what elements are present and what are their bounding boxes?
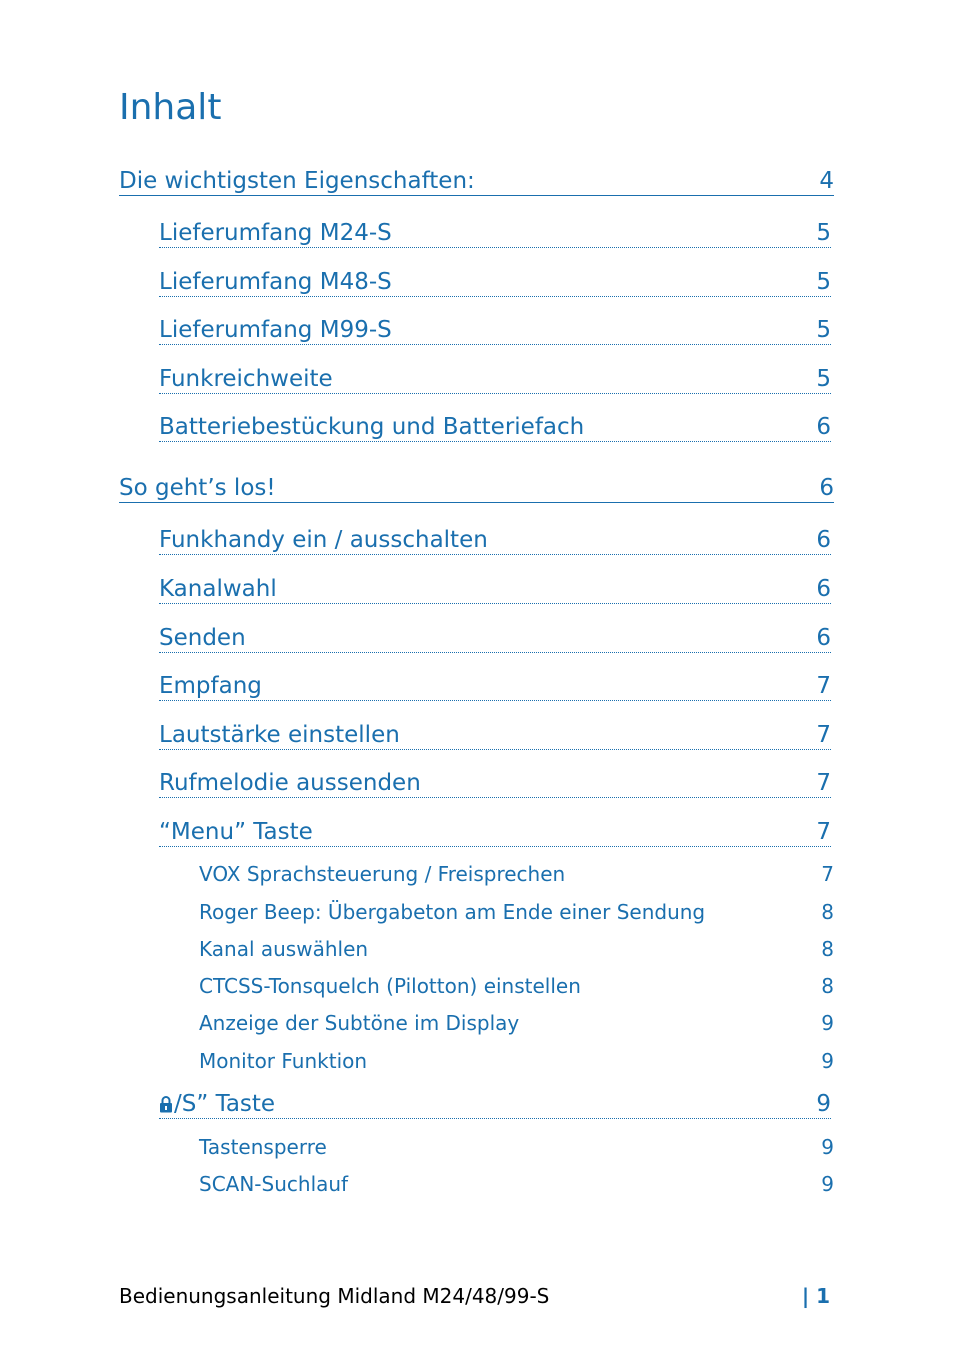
toc-section-getting-started[interactable] [119,471,834,503]
toc-entry-page: 8 [821,937,834,961]
toc-subentry-tastensperre[interactable] [199,1132,834,1160]
toc-entry-label: “Menu” Taste [159,819,313,845]
toc-entry-lock-s-taste[interactable] [159,1087,831,1119]
toc-entry-page: 7 [816,722,831,748]
toc-entry-label: Lieferumfang M48-S [159,269,392,295]
toc-entry-page: 7 [816,770,831,796]
toc-entry-label: Kanal auswählen [199,937,369,961]
toc-entry-senden[interactable] [159,621,831,653]
toc-entry-label: Senden [159,625,246,651]
toc-entry-lieferumfang-m24[interactable] [159,216,831,248]
toc-entry-power[interactable] [159,523,831,555]
toc-section-properties[interactable] [119,164,834,196]
toc-entry-page: 6 [816,527,831,553]
toc-entry-lautstaerke[interactable] [159,718,831,750]
toc-entry-label: SCAN-Suchlauf [199,1172,349,1196]
lock-icon [159,1093,173,1111]
toc-entry-label: Tastensperre [199,1135,327,1159]
toc-entry-page: 9 [816,1091,831,1117]
toc-entry-page: 8 [821,974,834,998]
toc-subentry-roger-beep[interactable] [199,897,834,925]
footer-page-number: | 1 [801,1284,830,1308]
toc-entry-page: 5 [816,317,831,343]
toc-entry-label: VOX Sprachsteuerung / Freisprechen [199,862,566,886]
toc-entry-label: Lautstärke einstellen [159,722,400,748]
toc-entry-page: 6 [816,625,831,651]
toc-entry-page: 5 [816,269,831,295]
toc-entry-rufmelodie[interactable] [159,766,831,798]
toc-entry-page: 9 [821,1011,834,1035]
toc-entry-label: Monitor Funktion [199,1049,368,1073]
toc-subentry-ctcss[interactable] [199,971,834,999]
toc-entry-page: 7 [816,819,831,845]
toc-subentry-vox[interactable] [199,859,834,887]
toc-entry-page: 9 [821,1135,834,1159]
toc-entry-page: 7 [816,673,831,699]
toc-subentry-kanal-auswaehlen[interactable] [199,934,834,962]
toc-entry-page: 9 [821,1172,834,1196]
toc-subentry-monitor[interactable] [199,1046,834,1074]
toc-entry-batterie[interactable] [159,410,831,442]
toc-entry-page: 5 [816,220,831,246]
toc-entry-label: So geht’s los! [119,475,276,501]
toc-entry-label: Lieferumfang M24-S [159,220,392,246]
toc-entry-page: 9 [821,1049,834,1073]
page-title: Inhalt [119,87,222,128]
toc-entry-page: 5 [816,366,831,392]
toc-subentry-subtoene[interactable] [199,1008,834,1036]
toc-entry-page: 4 [819,168,834,194]
toc-entry-label: Roger Beep: Übergabeton am Ende einer Sendung [199,900,706,924]
toc-entry-label: Empfang [159,673,262,699]
toc-entry-label: Die wichtigsten Eigenschaften: [119,168,475,194]
toc-entry-label: CTCSS-Tonsquelch (Pilotton) einstellen [199,974,581,998]
toc-entry-label: Batteriebestückung und Batteriefach [159,414,585,440]
toc-entry-label: Rufmelodie aussenden [159,770,421,796]
toc-entry-label: /S” Taste [174,1091,276,1117]
toc-entry-page: 6 [819,475,834,501]
toc-entry-funkreichweite[interactable] [159,362,831,394]
toc-subentry-scan[interactable] [199,1169,834,1197]
toc-entry-label: Kanalwahl [159,576,277,602]
toc-entry-kanalwahl[interactable] [159,572,831,604]
toc-entry-label: Anzeige der Subtöne im Display [199,1011,520,1035]
toc-entry-page: 7 [821,862,834,886]
toc-entry-lieferumfang-m99[interactable] [159,313,831,345]
toc-entry-label-wrapper [159,1091,275,1117]
toc-entry-menu-taste[interactable] [159,815,831,847]
toc-entry-page: 6 [816,576,831,602]
toc-entry-lieferumfang-m48[interactable] [159,265,831,297]
toc-entry-page: 8 [821,900,834,924]
toc-entry-label: Funkreichweite [159,366,333,392]
toc-entry-label: Lieferumfang M99-S [159,317,392,343]
toc-entry-label: Funkhandy ein / ausschalten [159,527,488,553]
footer-manual-title: Bedienungsanleitung Midland M24/48/99-S [119,1284,550,1308]
toc-entry-page: 6 [816,414,831,440]
toc-entry-empfang[interactable] [159,669,831,701]
